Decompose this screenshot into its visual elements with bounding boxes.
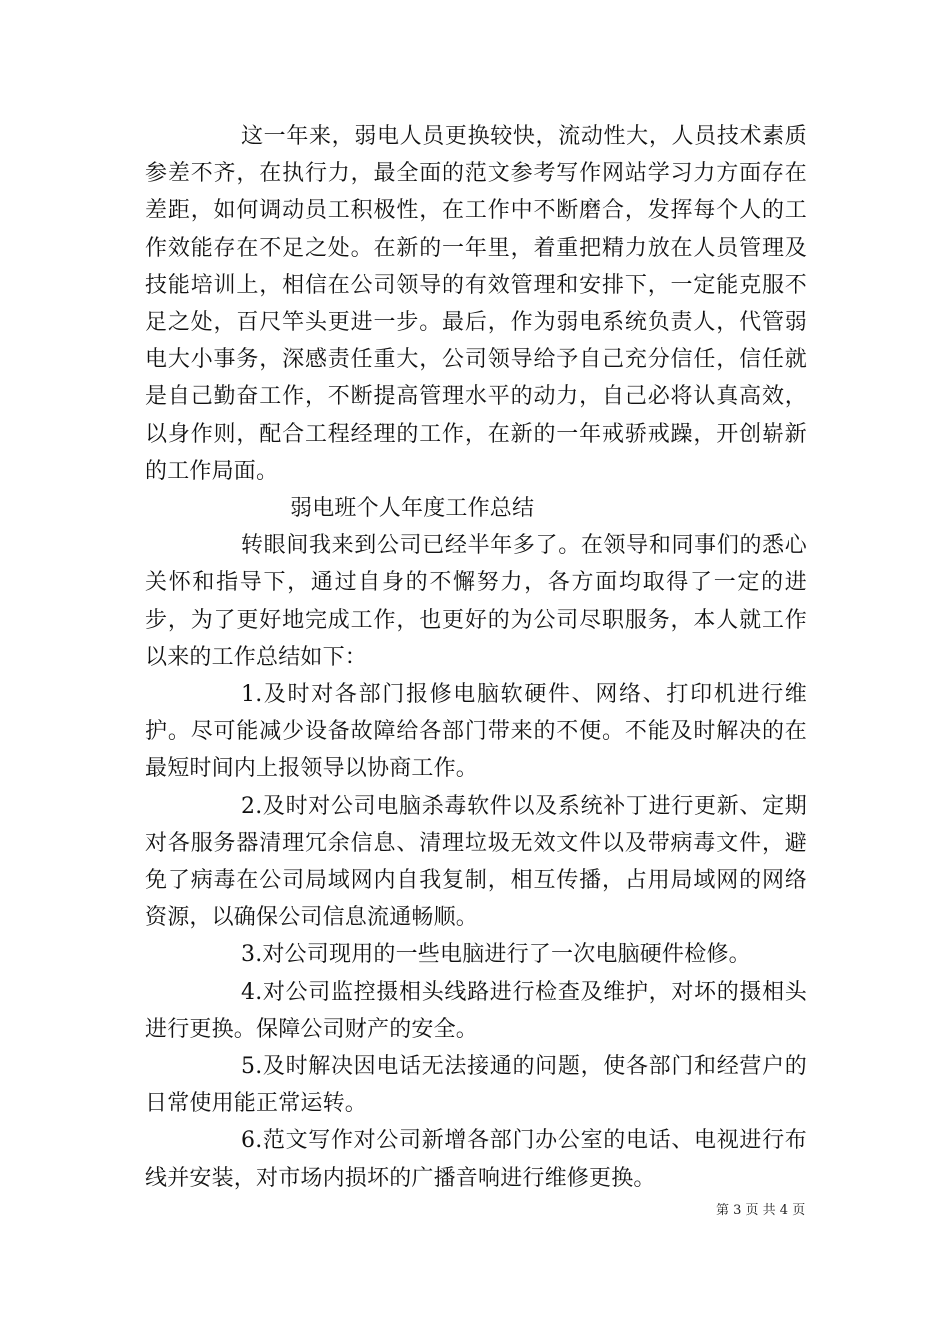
list-item: 2.及时对公司电脑杀毒软件以及系统补丁进行更新、定期对各服务器清理冗余信息、清理垃圾无效文件以及带病毒文件，避免了病毒在公司局域网内自我复制，相互传播，占用局域网的网络资源，以确保公司信息流通畅顺。	[145, 793, 807, 931]
document-body	[145, 118, 807, 1197]
page-number-footer: 第 3 页 共 4 页	[716, 1203, 806, 1218]
body-paragraph: 转眼间我来到公司已经半年多了。在领导和同事们的悉心关怀和指导下，通过自身的不懈努力，各方面均取得了一定的进步，为了更好地完成工作，也更好的为公司尽职服务，本人就工作以来的工作总结如下：	[145, 533, 807, 670]
list-item: 1.及时对各部门报修电脑软硬件、网络、打印机进行维护。尽可能减少设备故障给各部门带来的不便。不能及时解决的在最短时间内上报领导以协商工作。	[145, 682, 807, 782]
list-item: 3.对公司现用的一些电脑进行了一次电脑硬件检修。	[241, 942, 751, 968]
list-item: 5.及时解决因电话无法接通的问题，使各部门和经营户的日常使用能正常运转。	[145, 1054, 807, 1117]
list-item: 4.对公司监控摄相头线路进行检查及维护，对坏的摄相头进行更换。保障公司财产的安全。	[145, 979, 807, 1042]
section-heading: 弱电班个人年度工作总结	[290, 496, 535, 522]
list-item: 6.范文写作对公司新增各部门办公室的电话、电视进行布线并安装，对市场内损坏的广播音响进行维修更换。	[145, 1128, 807, 1191]
body-paragraph: 这一年来，弱电人员更换较快，流动性大，人员技术素质参差不齐，在执行力，最全面的范文参考写作网站学习力方面存在差距，如何调动员工积极性，在工作中不断磨合，发挥每个人的工作效能存在不足之处。在新的一年里，着重把精力放在人员管理及技能培训上，相信在公司领导的有效管理和安排下，一定能克服不足之处，百尺竿头更进一步。最后，作为弱电系统负责人，代管弱电大小事务，深感责任重大，公司领导给予自己充分信任，信任就是自己勤奋工作，不断提高管理水平的动力，自己必将认真高效，以身作则，配合工程经理的工作，在新的一年戒骄戒躁，开创崭新的工作局面。	[145, 124, 807, 484]
